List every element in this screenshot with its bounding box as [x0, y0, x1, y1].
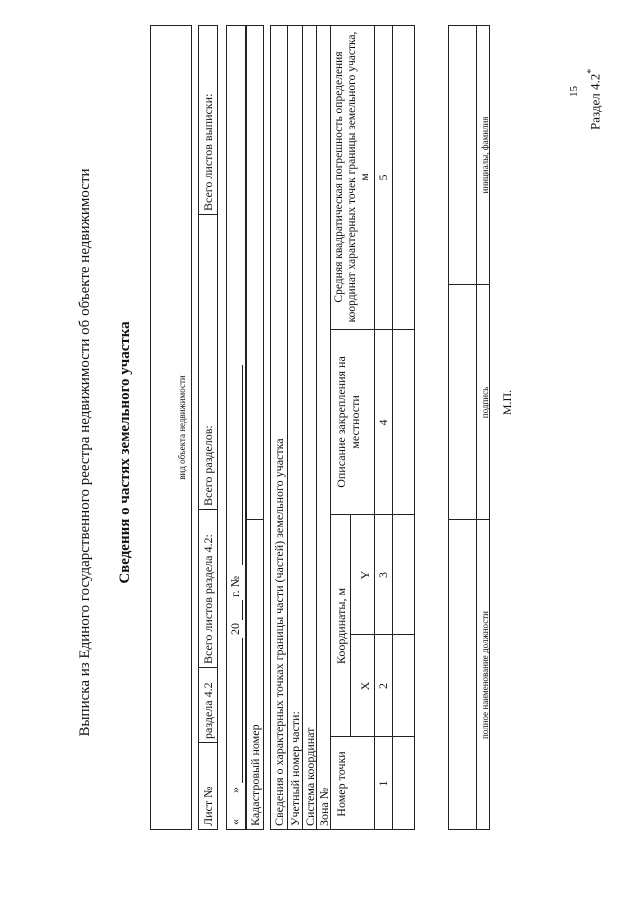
part-number-label: Учетный номер части: [288, 711, 302, 826]
coord-system-label: Система координат [303, 727, 317, 826]
year-suffix: г. № [228, 575, 242, 597]
object-type-caption: вид объекта недвижимости [177, 375, 187, 480]
col-fixing-description: Описание закрепления на местности [334, 356, 362, 488]
col-coordinates: Координаты, м [334, 587, 348, 665]
cadastral-row [246, 25, 264, 830]
total-sheets-section-label: Всего листов раздела 4.2: [201, 534, 215, 664]
section-label: Раздел 4.2* [586, 68, 603, 130]
section-title: Сведения о частях земельного участка [117, 321, 133, 584]
total-sheets-extract-label: Всего листов выписки: [201, 93, 215, 211]
date-quote-open: « [228, 819, 242, 825]
col-num-5: 5 [376, 174, 390, 181]
year-prefix: 20 [228, 623, 242, 635]
col-error: Средняя квадратическая погрешность определения координат характерных точек границы земельного участка, м [333, 31, 371, 323]
stamp-label: М.П. [500, 389, 514, 416]
col-num-3: 3 [376, 572, 390, 578]
page-number: 15 [568, 86, 580, 97]
sheet-number-label: Лист № [201, 786, 215, 826]
date-row [226, 25, 246, 830]
col-num-2: 2 [376, 683, 390, 689]
date-quote-close: » [228, 787, 242, 793]
signature-initials-caption: инициалы, фамилия [480, 116, 490, 194]
col-x: X [358, 681, 372, 691]
zone-label: Зона № [317, 787, 331, 826]
col-point-number: Номер точки [334, 751, 348, 817]
col-y: Y [358, 570, 372, 580]
document-title: Выписка из Единого государственного реестра недвижимости об объекте недвижимости [77, 168, 93, 737]
col-num-1: 1 [376, 780, 390, 787]
section-sheet-label: раздела 4.2 [201, 682, 215, 739]
total-sections-label: Всего разделов: [201, 425, 215, 506]
coordinates-heading: Сведения о характерных точках границы части (частей) земельного участка [272, 438, 286, 826]
signature-sign-caption: подпись [480, 386, 490, 419]
col-num-4: 4 [376, 419, 390, 426]
cadastral-number-label: Кадастровый номер [248, 724, 262, 826]
signature-position-caption: полное наименование должности [480, 611, 490, 739]
